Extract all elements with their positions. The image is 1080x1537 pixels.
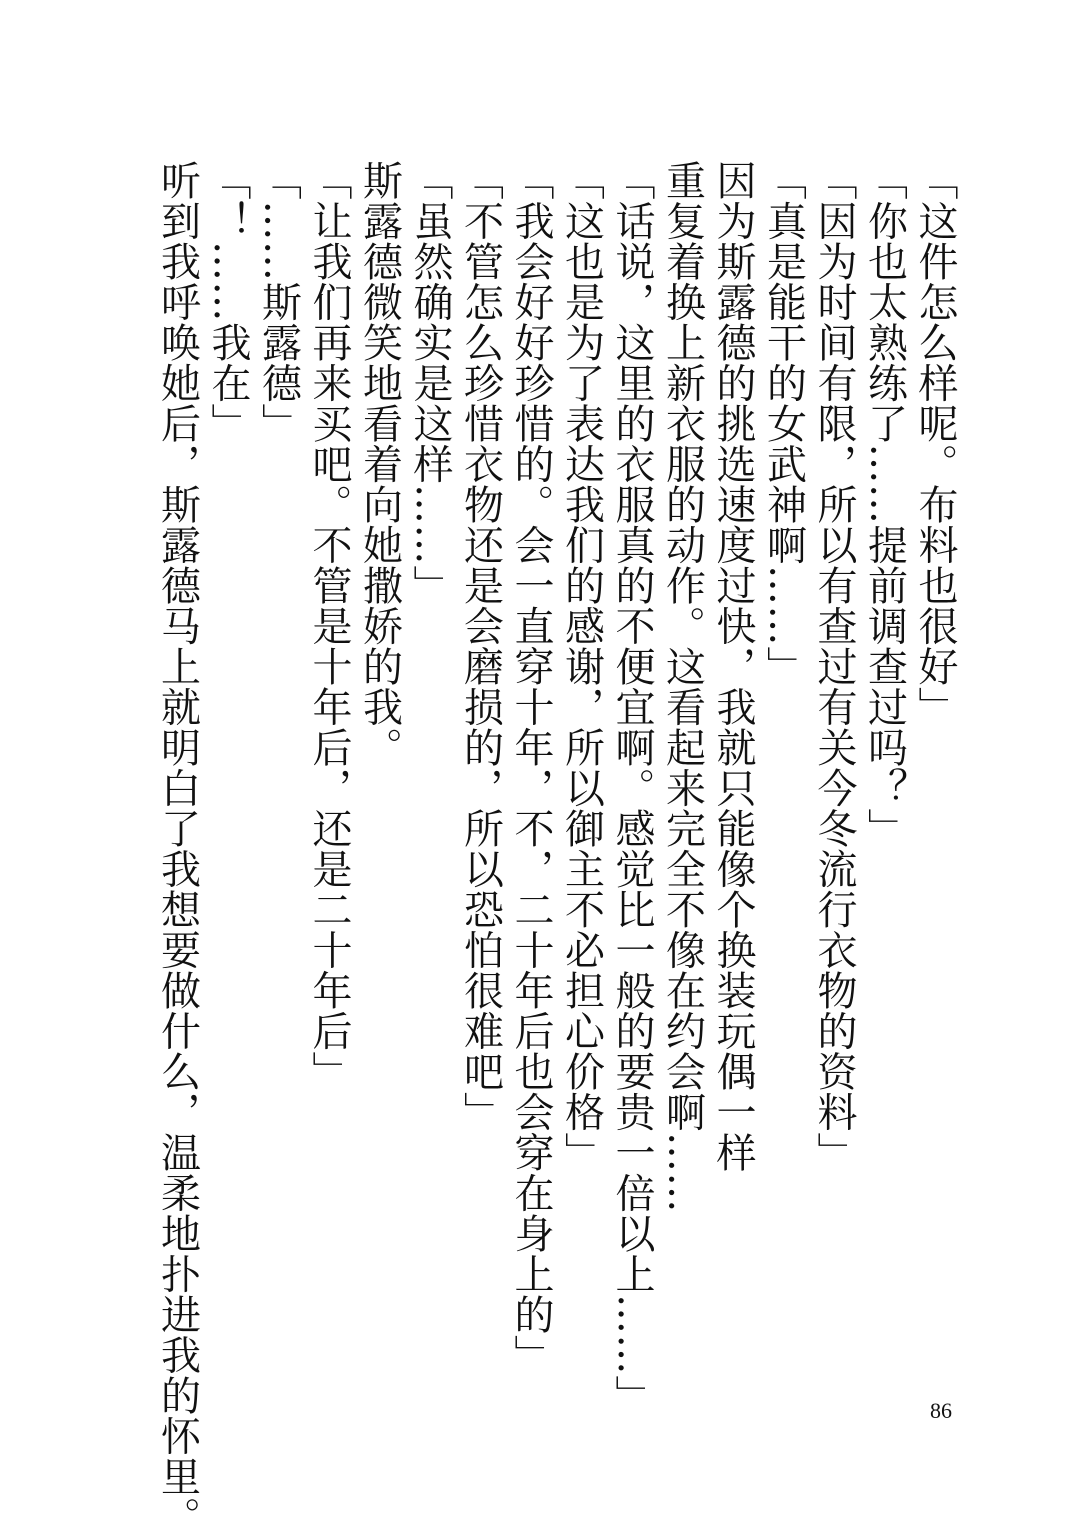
text-line: 「你也太熟练了……提前调查过吗？」: [861, 160, 908, 849]
text-line: 重复着换上新衣服的动作。这看起来完全不像在约会啊……: [659, 160, 706, 1213]
text-line: 「虽然确实是这样……」: [407, 160, 453, 606]
text-line: 「！……我在」: [205, 160, 251, 444]
text-line: 「真是能干的女武神啊……」: [760, 160, 807, 687]
text-line: 「因为时间有限，所以有查过有关今冬流行衣物的资料」: [811, 160, 857, 1173]
text-line: 「我会好好珍惜的。会一直穿十年，不，二十年后也会穿在身上的」: [508, 160, 554, 1375]
text-line: 「这也是为了表达我们的感谢，所以御主不必担心价格」: [558, 160, 605, 1173]
text-line: 听到我呼唤她后，斯露德马上就明白了我想要做什么，温柔地扑进我的怀里。: [154, 160, 201, 1537]
text-line: 「让我们再来买吧。不管是十年后，还是二十年后」: [306, 160, 352, 1092]
text-line: 「……斯露德」: [255, 160, 302, 444]
text-line: 「这件怎么样呢。布料也很好」: [912, 160, 958, 727]
page-number: 86: [930, 1398, 952, 1423]
text-line: 因为斯露德的挑选速度过快，我就只能像个换装玩偶一样: [710, 160, 756, 1173]
text-line: 「不管怎么珍惜衣物还是会磨损的，所以恐怕很难吧」: [457, 160, 504, 1132]
text-line: 「话说，这里的衣服真的不便宜啊。感觉比一般的要贵一倍以上……」: [609, 160, 655, 1416]
text-line: 斯露德微笑地看着向她撒娇的我。: [356, 160, 403, 768]
